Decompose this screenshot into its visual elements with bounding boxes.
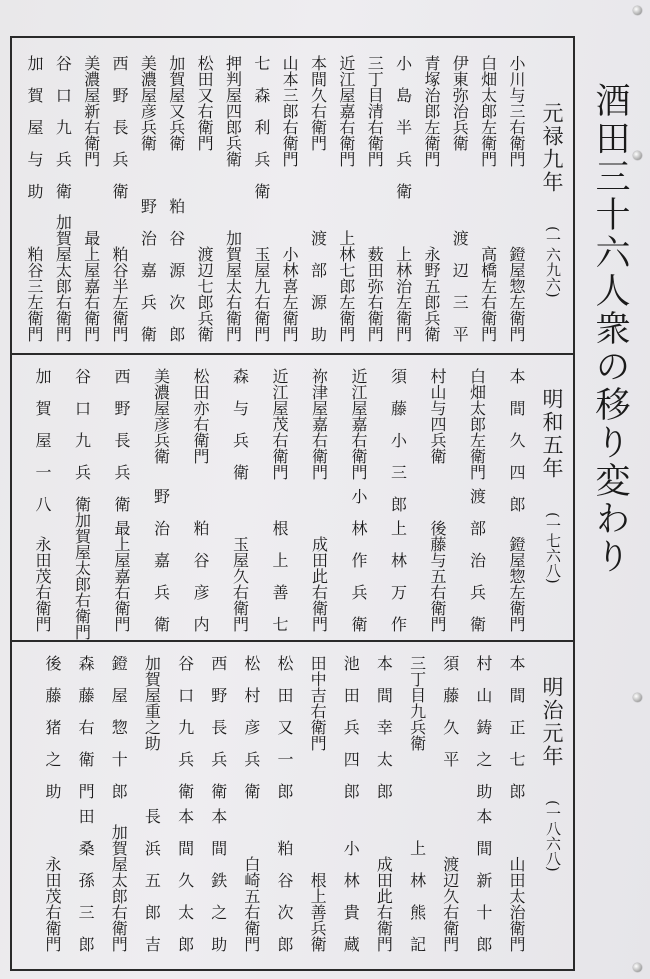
member-column <box>185 55 215 342</box>
member-column <box>355 55 385 342</box>
member-name: 粕谷半左衛門 <box>110 246 130 342</box>
member-name: 上 林 万 作 <box>388 520 408 632</box>
member-column <box>157 55 187 342</box>
member-name: 松 田 又 一 郎 <box>275 655 294 799</box>
member-name: 粕 谷 彦 内 <box>191 520 210 632</box>
member-name: 根上善兵衛 <box>308 872 328 952</box>
member-column <box>66 655 96 952</box>
member-name: 西 野 長 兵 衛 <box>110 55 130 199</box>
member-name: 白崎五右衛門 <box>241 856 261 952</box>
member-name: 最上屋嘉右衛門 <box>112 520 131 632</box>
era-label-genroku: 元禄九年 <box>540 102 564 194</box>
member-name: 渡辺久右衛門 <box>440 856 460 952</box>
member-name: 根 上 善 七 <box>270 520 289 632</box>
member-name: 伊東弥治兵衛 <box>450 55 470 151</box>
member-name: 三丁目清右衛門 <box>365 55 385 167</box>
member-name: 松田又右衛門 <box>195 55 215 151</box>
bolt-upper <box>633 151 642 160</box>
member-column <box>15 55 45 342</box>
member-column <box>418 368 448 632</box>
member-column <box>100 55 130 342</box>
member-name: 加賀屋太郎右衛門 <box>53 214 73 342</box>
member-name: 最上屋嘉右衛門 <box>81 230 101 342</box>
member-column <box>199 655 229 952</box>
member-name: 粕 谷 次 郎 <box>275 840 294 952</box>
member-column <box>260 368 290 632</box>
member-name: 美濃屋彦兵衛 <box>138 55 158 151</box>
member-name: 田中吉右衛門 <box>308 655 328 751</box>
era-label-meiwa: 明和五年 <box>540 388 564 480</box>
member-column <box>23 368 53 632</box>
member-name: 本 間 久 四 郎 <box>507 368 526 512</box>
member-name: 近江屋嘉右衛門 <box>349 368 368 480</box>
member-name: 加賀屋太右衛門 <box>223 230 243 342</box>
member-name: 三丁目九兵衛 <box>407 655 427 751</box>
member-column <box>298 655 328 952</box>
member-column <box>33 655 63 952</box>
member-name: 松田亦右衛門 <box>191 368 210 464</box>
bolt-bottom <box>633 963 642 972</box>
bolt-lower <box>633 693 642 702</box>
member-column <box>469 55 499 342</box>
member-name: 鐙 屋 惣 十 郎 <box>109 655 129 799</box>
member-name: 永田茂右衛門 <box>33 536 52 632</box>
member-name: 西 野 長 兵 衛 <box>208 655 228 799</box>
member-name: 長 浜 五 郎 吉 <box>142 808 162 952</box>
member-column <box>265 655 295 952</box>
member-name: 玉屋久右衛門 <box>230 536 250 632</box>
member-column <box>384 55 414 342</box>
era-divider-2 <box>10 640 575 642</box>
member-name: 小川与三右衛門 <box>507 55 526 167</box>
member-name: 白畑太郎左衛門 <box>467 368 487 480</box>
member-name: 本 間 久 太 郎 <box>175 808 195 952</box>
member-column <box>72 55 102 342</box>
member-name: 小 林 作 兵 衛 <box>349 488 368 632</box>
member-name: 渡 辺 三 平 <box>450 230 470 342</box>
member-name: 谷 口 九 兵 衛 <box>72 368 92 512</box>
member-column <box>213 55 243 342</box>
member-column <box>128 55 158 342</box>
member-name: 鐙屋惣左衛門 <box>507 536 526 632</box>
member-name: 渡 部 治 兵 衛 <box>467 488 487 632</box>
member-column <box>299 55 329 342</box>
bolt-top <box>633 6 642 15</box>
member-name: 村山与四兵衛 <box>428 368 447 464</box>
member-name: 西 野 長 兵 衛 <box>112 368 131 512</box>
member-name: 谷 口 九 兵 衛 <box>175 655 195 799</box>
member-name: 小林喜左衛門 <box>280 246 300 342</box>
member-name: 加賀屋重之助 <box>142 655 162 751</box>
member-name: 美濃屋彦兵衛 <box>151 368 171 464</box>
member-column <box>132 655 162 952</box>
member-name: 谷 口 九 兵 衛 <box>53 55 73 199</box>
member-column <box>166 655 196 952</box>
member-name: 野 治 嘉 兵 衛 <box>138 198 158 342</box>
member-name: 村 山 鋳 之 助 <box>473 655 493 799</box>
member-name: 須 藤 小 三 郎 <box>388 368 408 512</box>
era-label-meiji: 明治元年 <box>540 676 564 768</box>
member-name: 小 島 半 兵 衛 <box>393 55 413 199</box>
member-column <box>331 655 361 952</box>
member-column <box>412 55 442 342</box>
member-name: 加 賀 屋 与 助 <box>25 55 44 199</box>
member-name: 田 桑 孫 三 郎 <box>76 808 96 952</box>
member-name: 渡辺七郎兵衛 <box>195 246 215 342</box>
member-column <box>99 655 129 952</box>
member-column <box>339 368 369 632</box>
member-name: 加賀屋太郎右衛門 <box>72 512 92 640</box>
member-column <box>221 368 251 632</box>
member-column <box>142 368 172 632</box>
member-name: 成田此右衛門 <box>374 856 394 952</box>
member-name: 近江屋嘉右衛門 <box>336 55 356 167</box>
member-name: 後 藤 猪 之 助 <box>43 655 62 799</box>
member-name: 祢津屋嘉右衛門 <box>309 368 329 480</box>
era-year-meiji: (一八六八) <box>544 800 562 872</box>
member-name: 加賀屋又兵衛 <box>166 55 186 151</box>
member-name: 本 間 新 十 郎 <box>473 808 493 952</box>
member-column <box>440 55 470 342</box>
member-name: 永野五郎兵衛 <box>421 246 441 342</box>
member-name: 加 賀 屋 一 八 <box>33 368 52 512</box>
era-year-genroku: (一六九六) <box>544 226 562 298</box>
member-column <box>232 655 262 952</box>
member-column <box>431 655 461 952</box>
member-column <box>497 55 527 342</box>
member-column <box>102 368 132 632</box>
member-name: 山田太治衛門 <box>507 856 526 952</box>
member-name: 松 村 彦 兵 衛 <box>241 655 261 799</box>
member-column <box>327 55 357 342</box>
member-name: 押判屋四郎兵衛 <box>223 55 243 167</box>
era-year-meiwa: (一七六八) <box>544 512 562 584</box>
member-name: 上 林 熊 記 <box>407 840 427 952</box>
member-name: 森 藤 右 衛 門 <box>76 655 96 799</box>
member-column <box>497 655 527 952</box>
member-name: 青塚治郎左衛門 <box>421 55 441 167</box>
member-name: 池 田 兵 四 郎 <box>341 655 361 799</box>
member-name: 近江屋茂右衛門 <box>270 368 289 480</box>
member-column <box>181 368 211 632</box>
member-name: 本 間 幸 太 郎 <box>374 655 394 799</box>
member-name: 野 治 嘉 兵 衛 <box>151 488 171 632</box>
member-column <box>43 55 73 342</box>
member-name: 後藤与五右衛門 <box>428 520 447 632</box>
member-name: 小 林 貴 蔵 <box>341 840 361 952</box>
member-column <box>63 368 93 640</box>
member-name: 粕 谷 源 次 郎 <box>166 198 186 342</box>
member-name: 粕谷三左衛門 <box>25 246 44 342</box>
page-title: 酒田三十六人衆の移り変わり <box>590 82 630 576</box>
member-column <box>464 655 494 952</box>
member-name: 上林治左衛門 <box>393 246 413 342</box>
member-name: 白畑太郎左衛門 <box>478 55 498 167</box>
member-column <box>458 368 488 632</box>
member-column <box>242 55 272 342</box>
member-column <box>379 368 409 632</box>
member-column <box>300 368 330 632</box>
member-name: 七 森 利 兵 衛 <box>251 55 271 199</box>
member-name: 渡 部 源 助 <box>308 230 328 342</box>
member-name: 玉屋九右衛門 <box>251 246 271 342</box>
member-name: 永田茂右衛門 <box>43 856 62 952</box>
member-name: 薮田弥右衛門 <box>365 246 385 342</box>
member-column <box>270 55 300 342</box>
member-name: 須 藤 久 平 <box>440 655 460 767</box>
member-column <box>398 655 428 952</box>
member-name: 高橋左右衛門 <box>478 246 498 342</box>
member-name: 鐙屋惣左衛門 <box>507 246 526 342</box>
era-divider-1 <box>10 353 575 355</box>
member-name: 本 間 正 七 郎 <box>507 655 526 799</box>
member-name: 本 間 鉄 之 助 <box>208 808 228 952</box>
member-name: 上林七郎左衛門 <box>336 230 356 342</box>
member-name: 本間久右衛門 <box>308 55 328 151</box>
member-column <box>364 655 394 952</box>
member-name: 山本三郎右衛門 <box>280 55 300 167</box>
member-column <box>497 368 527 632</box>
member-name: 森 与 兵 衛 <box>230 368 250 480</box>
member-name: 成田此右衛門 <box>309 536 329 632</box>
member-name: 美濃屋新右衛門 <box>81 55 101 167</box>
member-name: 加賀屋太郎右衛門 <box>109 824 129 952</box>
